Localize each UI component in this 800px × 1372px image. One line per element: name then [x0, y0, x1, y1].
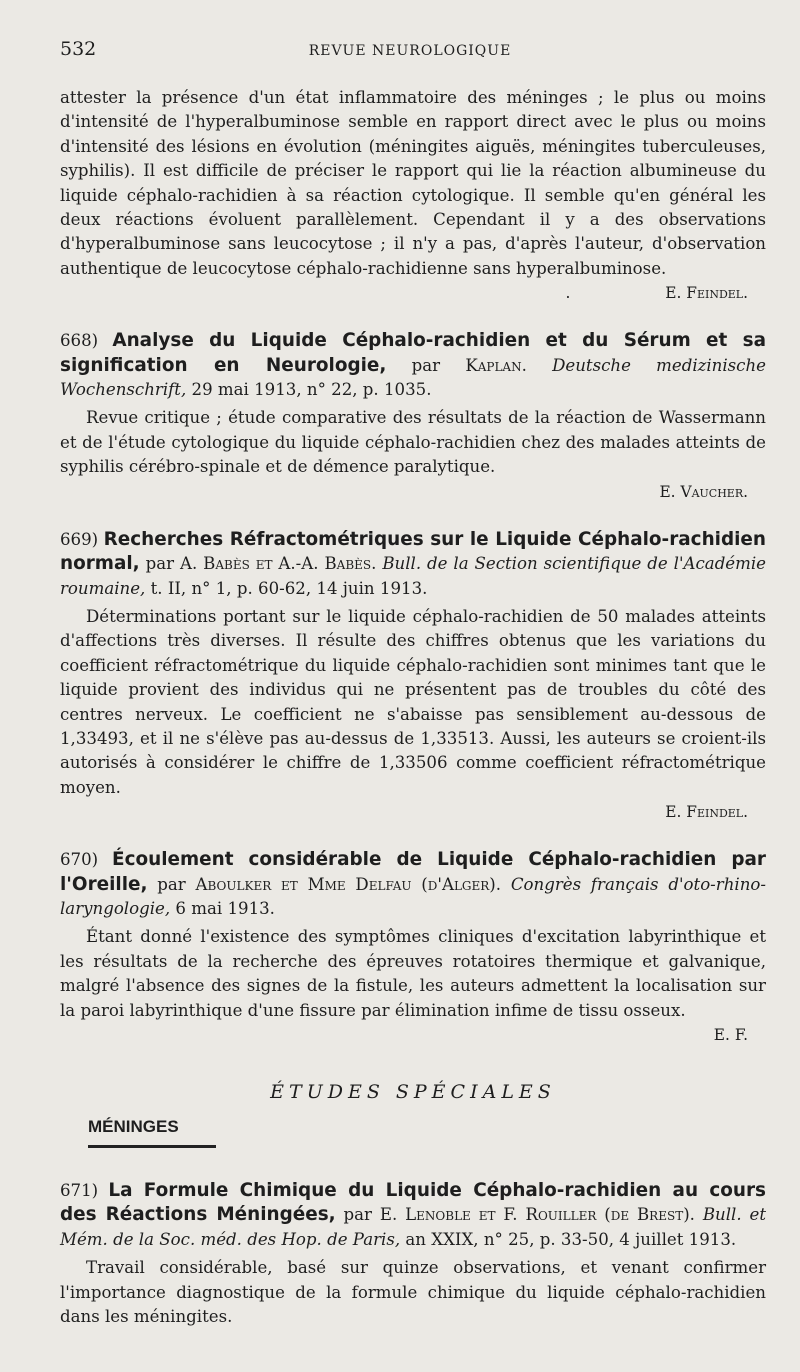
entry-title: Écoulement considérable de Liquide Céphalo-rachidien par l'Oreille,	[60, 849, 766, 895]
entry-reference: an XXIX, n° 25, p. 33-50, 4 juillet 1913.	[400, 1229, 737, 1249]
entry-authors: Aboulker et Mme Delfau (d'Alger).	[195, 874, 502, 894]
abstract-entry-669	[60, 528, 766, 824]
entry-number: 670)	[60, 850, 99, 870]
entry-number: 668)	[60, 331, 99, 351]
entry-text: Étant donné l'existence des symptômes cliniques d'excitation labyrinthique et les résultats de la recherche des épreuves rotatoires thermique et galvanique, malgré l'absence des signes de la fistule, les auteurs admettent la localisation sur la paroi labyrinthique d'une fissure par élimination infime de tissu osseux.	[60, 927, 766, 1020]
abstract-entry-670	[60, 848, 766, 1047]
entry-reference: 29 mai 1913, n° 22, p. 1035.	[186, 380, 432, 400]
entry-authors: Kaplan.	[465, 355, 527, 375]
entry-source: Deutsche medizinische Wochenschrift,	[60, 355, 766, 400]
entry-source: Congrès français d'oto-rhino-laryngologie,	[60, 874, 767, 918]
entry-signature: E. Vaucher.	[659, 482, 748, 501]
entry-by: par	[147, 874, 196, 894]
entry-signature: E. Feindel.	[665, 803, 748, 822]
entry-by: par	[335, 1205, 380, 1225]
entry-authors: A. Babès et A.-A. Babès.	[179, 554, 377, 574]
signature: E. Feindel.	[665, 284, 748, 303]
entry-reference: t. II, n° 1, p. 60-62, 14 juin 1913.	[145, 578, 428, 598]
entry-title: Analyse du Liquide Céphalo-rachidien et du Sérum et sa signification en Neurologie,	[60, 330, 766, 376]
entry-signature: E. F.	[713, 1026, 748, 1044]
abstract-entry-668	[60, 329, 766, 503]
entry-by: par	[386, 355, 466, 375]
abstract-entry-671	[60, 1179, 766, 1329]
entry-heading	[60, 528, 766, 601]
entry-title: Recherches Réfractométriques sur le Liquide Céphalo-rachidien normal,	[60, 528, 767, 575]
continued-paragraph: attester la présence d'un état inflammatoire des méninges ; le plus ou moins d'intensité de l'hyperalbuminose semble en rapport direct avec le plus ou moins d'intensité des lésions en évolution (méningites aiguës, méningites tuberculeuses, syphilis). Il est difficile de préciser le rapport qui lie la réaction albumineuse du liquide céphalo-rachidien à sa réaction cytologique. Il semble qu'en général les deux réactions évoluent parallèlement. Cependant il y a des observations d'hyperalbuminose sans leucocytose ; il n'y a pas, d'après l'auteur, d'observation authentique de leucocytose céphalo-rachidienne sans hyperalbuminose.	[60, 88, 766, 278]
section-header	[60, 1069, 766, 1145]
page-number: 532	[60, 38, 97, 60]
entry-number: 671)	[60, 1181, 99, 1200]
ornament-dot: .	[565, 284, 571, 303]
entry-heading	[60, 329, 766, 402]
entry-reference: 6 mai 1913.	[170, 898, 275, 918]
entry-heading	[60, 1179, 766, 1252]
entry-text: Travail considérable, basé sur quinze observations, et venant confirmer l'importance diagnostique de la formule chimique du liquide céphalo-rachidien dans les méningites.	[60, 1258, 766, 1327]
running-header	[60, 38, 760, 64]
running-title: REVUE NEUROLOGIQUE	[308, 43, 512, 59]
entry-number: 669)	[60, 529, 99, 549]
entry-title: La Formule Chimique du Liquide Céphalo-rachidien au cours des Réactions Méningées,	[60, 1180, 767, 1226]
entry-source: Bull. et Mém. de la Soc. méd. des Hop. de Paris,	[60, 1205, 767, 1249]
entry-text: Revue critique ; étude comparative des résultats de la réaction de Wassermann et de l'étude cytologique du liquide céphalo-rachidien chez des malades atteints de syphilis cérébro-spinale et de démence paralytique.	[60, 408, 766, 477]
continued-signature-line	[60, 281, 766, 305]
entry-source: Bull. de la Section scientifique de l'Académie roumaine,	[60, 554, 766, 598]
entry-heading	[60, 848, 766, 921]
page-body	[60, 86, 766, 1329]
subsection-underline	[88, 1145, 216, 1148]
entry-by: par	[139, 554, 180, 574]
entry-text: Déterminations portant sur le liquide céphalo-rachidien de 50 malades atteints d'affections très diverses. Il résulte des chiffres obtenus que les variations du coefficient réfractométrique du liquide céphalo-rachidien sont minimes tant que le liquide provient des individus qui ne présentent pas de troubles du côté des centres nerveux. Le coefficient ne s'abaisse pas sensiblement au-dessous de 1,33493, et il ne s'élève pas au-dessus de 1,33513. Aussi, les auteurs se croient-ils autorisés à considérer le chiffre de 1,33506 comme coefficient réfractométrique moyen.	[60, 606, 766, 797]
subsection-title: MÉNINGES	[88, 1117, 179, 1136]
section-title: ÉTUDES SPÉCIALES	[270, 1081, 556, 1103]
entry-authors: E. Lenoble et F. Rouiller (de Brest).	[379, 1205, 695, 1225]
